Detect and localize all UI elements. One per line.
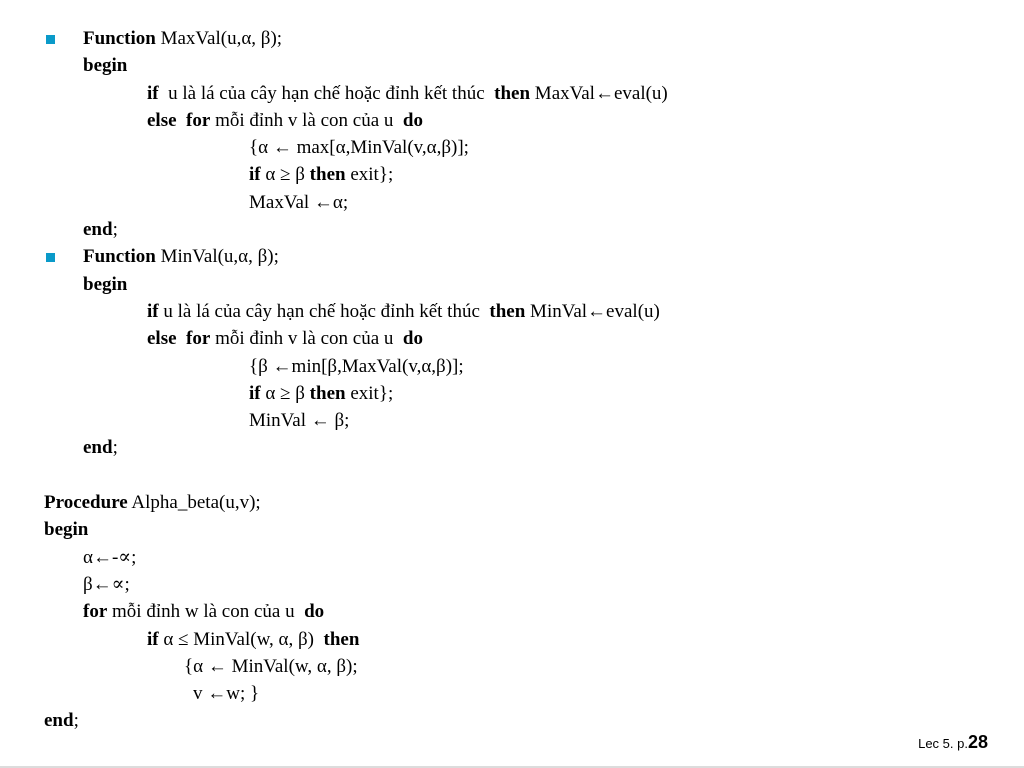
code-line: [0, 571, 1024, 598]
code-line: [0, 325, 1024, 352]
code-line: [0, 271, 1024, 298]
keyword: for: [186, 328, 211, 350]
page-number: 28: [967, 732, 988, 752]
code-text: MinVal(u,α, β);: [155, 246, 279, 268]
keyword: if: [147, 82, 159, 104]
code-text: v ←w; }: [193, 683, 260, 705]
square-bullet-icon: [46, 253, 55, 262]
pseudocode-block: [0, 25, 1024, 735]
code-text: MinVal←eval(u): [525, 300, 660, 322]
code-text: mỗi đỉnh v là con của u: [210, 109, 403, 131]
keyword: end: [44, 710, 74, 732]
keyword: for: [83, 601, 108, 623]
code-text: MaxVal←eval(u): [530, 82, 668, 104]
keyword: Function: [83, 246, 156, 268]
code-line: [0, 353, 1024, 380]
code-line: [0, 489, 1024, 516]
keyword: else: [147, 109, 177, 131]
keyword: begin: [83, 55, 128, 77]
keyword: then: [494, 82, 531, 104]
code-text: mỗi đỉnh w là con của u: [107, 601, 305, 623]
keyword: begin: [83, 273, 128, 295]
code-line: [0, 25, 1024, 52]
slide-footer: [918, 731, 988, 755]
code-text: ;: [112, 219, 118, 241]
code-line: [0, 598, 1024, 625]
keyword: then: [323, 628, 360, 650]
code-line: [0, 189, 1024, 216]
code-line: [0, 80, 1024, 107]
code-text: α ≤ MinVal(w, α, β): [158, 628, 324, 650]
code-line: [0, 380, 1024, 407]
code-text: u là lá của cây hạn chế hoặc đỉnh kết thúc: [158, 82, 495, 104]
code-line: [0, 462, 1024, 489]
code-line: [0, 680, 1024, 707]
keyword: do: [402, 328, 423, 350]
keyword: for: [186, 109, 211, 131]
code-text: u là lá của cây hạn chế hoặc đỉnh kết thúc: [158, 300, 490, 322]
code-line: [0, 626, 1024, 653]
keyword: then: [309, 382, 346, 404]
keyword: if: [147, 300, 159, 322]
footer-lecture-label: Lec 5. p.: [918, 736, 968, 751]
keyword: end: [83, 219, 113, 241]
code-text: {α ← max[α,MinVal(v,α,β)];: [249, 137, 469, 159]
code-line: [0, 216, 1024, 243]
keyword: else: [147, 328, 177, 350]
keyword: if: [249, 164, 261, 186]
keyword: begin: [44, 519, 89, 541]
code-line: [0, 134, 1024, 161]
code-line: [0, 52, 1024, 79]
code-text: Alpha_beta(u,v);: [127, 492, 261, 514]
keyword: if: [249, 382, 261, 404]
code-text: [177, 328, 187, 349]
keyword: then: [489, 300, 526, 322]
code-line: [0, 407, 1024, 434]
code-line: [0, 653, 1024, 680]
code-text: {β ←min[β,MaxVal(v,α,β)];: [249, 355, 464, 377]
keyword: do: [402, 109, 423, 131]
code-text: MaxVal(u,α, β);: [155, 28, 283, 49]
code-line: [0, 298, 1024, 325]
code-line: [0, 707, 1024, 734]
code-text: α ≥ β: [260, 382, 310, 404]
code-text: exit};: [345, 164, 394, 186]
keyword: end: [83, 437, 113, 459]
square-bullet-icon: [46, 35, 55, 44]
code-line: [0, 544, 1024, 571]
code-text: MaxVal ←α;: [249, 191, 349, 213]
code-text: {α ← MinVal(w, α, β);: [184, 655, 358, 677]
code-line: [0, 434, 1024, 461]
keyword: Procedure: [44, 492, 128, 514]
code-line: [0, 161, 1024, 188]
keyword: do: [304, 601, 325, 623]
code-text: exit};: [345, 382, 394, 404]
code-text: [177, 110, 187, 131]
keyword: then: [309, 164, 346, 186]
keyword: Function: [83, 28, 156, 49]
code-line: [0, 243, 1024, 270]
code-text: α←-∝;: [83, 546, 137, 568]
code-text: ;: [112, 437, 118, 459]
code-text: α ≥ β: [260, 164, 310, 186]
code-line: [0, 516, 1024, 543]
code-line: [0, 107, 1024, 134]
code-text: mỗi đỉnh v là con của u: [210, 328, 403, 350]
keyword: if: [147, 628, 159, 650]
code-text: MinVal ← β;: [249, 410, 350, 432]
code-text: β←∝;: [83, 573, 130, 595]
code-text: ;: [73, 710, 79, 732]
